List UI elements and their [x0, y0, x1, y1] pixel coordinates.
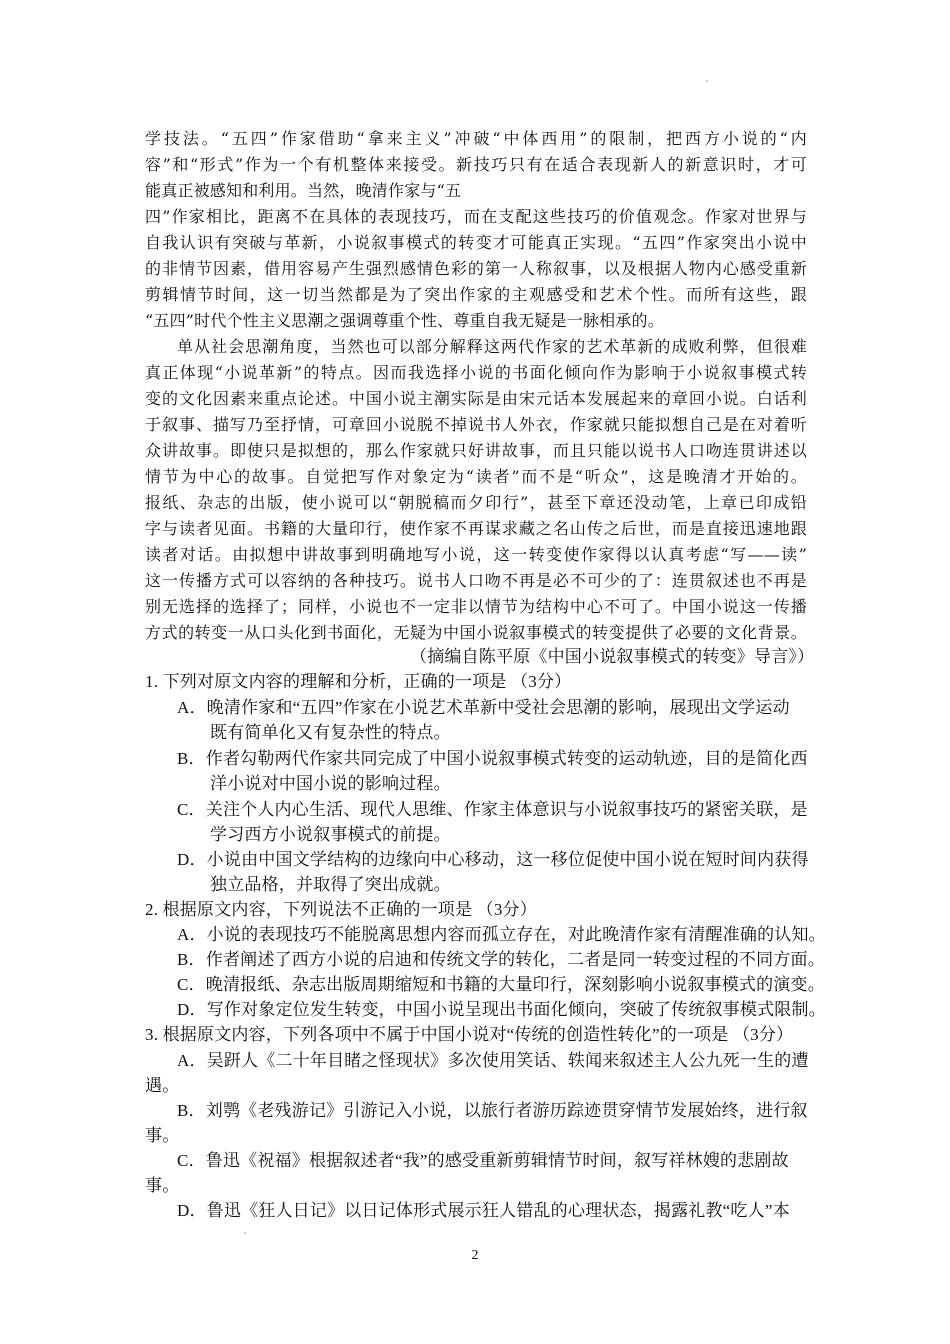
- passage-line: 能真正被感知和利用。当然，晚清作家与“五: [145, 181, 462, 200]
- passage-line: 于叙事、描写乃至抒情，可章回小说脱不掉说书人外衣，作家就只能拟想自己是在对着听: [145, 415, 807, 434]
- passage-line: 读者对话。由拟想中讲故事到明确地写小说，这一转变使作家得以认真考虑“写——读”: [145, 545, 807, 564]
- passage-line: 字与读者见面。书籍的大量印行，使作家不再谋求藏之名山传之后世，而是直接迅速地跟: [145, 519, 807, 538]
- option-c: C．关注个人内心生活、现代人思维、作家主体意识与小说叙事技巧的紧密关联，是: [177, 800, 808, 819]
- option-b-cont: 洋小说对中国小说的影响过程。: [210, 774, 451, 793]
- scan-mark: [244, 1232, 246, 1234]
- passage-line: 四”作家相比，距离不在具体的表现技巧，而在支配这些技巧的价值观念。作家对世界与: [145, 207, 807, 226]
- passage-line: 别无选择的选择了；同样，小说也不一定非以情节为结构中心不可了。中国小说这一传播: [145, 597, 807, 616]
- passage-line: 方式的转变一从口头化到书面化，无疑为中国小说叙事模式的转变提供了必要的文化背景。: [145, 623, 807, 642]
- option-c-cont: 学习西方小说叙事模式的前提。: [210, 825, 451, 844]
- option-a-cont: 遇。: [145, 1076, 180, 1095]
- passage-line: 剪辑情节时间，这一切当然都是为了突出作家的主观感受和艺术个性。而所有这些，跟: [145, 285, 807, 304]
- option-b-cont: 事。: [145, 1126, 180, 1145]
- passage-line: 单从社会思潮角度，当然也可以部分解释这两代作家的艺术革新的成败利弊，但很难: [177, 337, 807, 356]
- option-a-cont: 既有简单化又有复杂性的特点。: [210, 723, 451, 742]
- page-number: 2: [471, 1248, 479, 1263]
- passage-line: 的非情节因素，借用容易产生强烈感情色彩的第一人称叙事，以及根据人物内心感受重新: [145, 259, 807, 278]
- option-d: D．小说由中国文学结构的边缘向中心移动，这一移位促使中国小说在短时间内获得: [177, 850, 809, 869]
- passage-line: 容”和“形式”作为一个有机整体来接受。新技巧只有在适合表现新人的新意识时，才可: [145, 155, 807, 174]
- option-d: D．鲁迅《狂人日记》以日记体形式展示狂人错乱的心理状态，揭露礼教“吃人”本: [177, 1201, 790, 1220]
- passage-line: 这一传播方式可以容纳的各种技巧。说书人口吻不再是必不可少的了：连贯叙述也不再是: [145, 571, 807, 590]
- option-b: B．刘鹗《老残游记》引游记入小说，以旅行者游历踪迹贯穿情节发展始终，进行叙: [177, 1101, 808, 1120]
- option-d-cont: 独立品格，并取得了突出成就。: [210, 875, 451, 894]
- passage-line: 真正体现“小说革新”的特点。因而我选择小说的书面化倾向作为影响于小说叙事模式转: [145, 363, 807, 382]
- passage-line: 报纸、杂志的出版，使小说可以“朝脱稿而夕印行”，甚至下章还没动笔，上章已印成铅: [145, 493, 807, 512]
- option-c-cont: 事。: [145, 1176, 180, 1195]
- question-stem: 2. 根据原文内容，下列说法不正确的一项是 （3分）: [145, 900, 537, 919]
- scan-mark: [706, 80, 708, 82]
- option-c: C．晚清报纸、杂志出版周期缩短和书籍的大量印行，深刻影响小说叙事模式的演变。: [177, 975, 825, 994]
- passage-source: （摘编自陈平原《中国小说叙事模式的转变》导言》）: [410, 647, 815, 666]
- question-stem: 1. 下列对原文内容的理解和分析，正确的一项是 （3分）: [145, 672, 572, 691]
- passage-line: 学技法。“五四”作家借助“拿来主义”冲破“中体西用”的限制，把西方小说的“内: [145, 129, 807, 148]
- option-b: B．作者勾勒两代作家共同完成了中国小说叙事模式转变的运动轨迹，目的是简化西: [177, 749, 808, 768]
- option-a: A．晚清作家和“五四”作家在小说艺术革新中受社会思潮的影响，展现出文学运动: [177, 698, 790, 717]
- option-a: A．小说的表现技巧不能脱离思想内容而孤立存在，对此晚清作家有清醒准确的认知。: [177, 925, 826, 944]
- option-d: D．写作对象定位发生转变，中国小说呈现出书面化倾向，突破了传统叙事模式限制。: [177, 1000, 826, 1019]
- option-c: C．鲁迅《祝福》根据叙述者“我”的感受重新剪辑情节时间，叙写祥林嫂的悲剧故: [177, 1151, 789, 1170]
- passage-line: 情节为中心的故事。自觉把写作对象定为“读者”而不是“听众”，这是晚清才开始的。: [145, 467, 807, 486]
- passage-line: “五四”时代个性主义思潮之强调尊重个性、尊重自我无疑是一脉相承的。: [145, 311, 664, 330]
- question-stem: 3. 根据原文内容，下列各项中不属于中国小说对“传统的创造性转化”的一项是 （3分）: [145, 1025, 794, 1044]
- passage-line: 众讲故事。即使只是拟想的，那么作家就只好讲故事，而且只能以说书人口吻连贯讲述以: [145, 441, 807, 460]
- option-a: A．吴趼人《二十年目睹之怪现状》多次使用笑话、轶闻来叙述主人公九死一生的遭: [177, 1051, 809, 1070]
- passage-line: 变的文化因素来重点论述。中国小说主潮实际是由宋元话本发展起来的章回小说。白话利: [145, 389, 807, 408]
- option-b: B．作者阐述了西方小说的启迪和传统文学的转化，二者是同一转变过程的不同方面。: [177, 950, 825, 969]
- passage-line: 自我认识有突破与革新，小说叙事模式的转变才可能真正实现。“五四”作家突出小说中: [145, 233, 807, 252]
